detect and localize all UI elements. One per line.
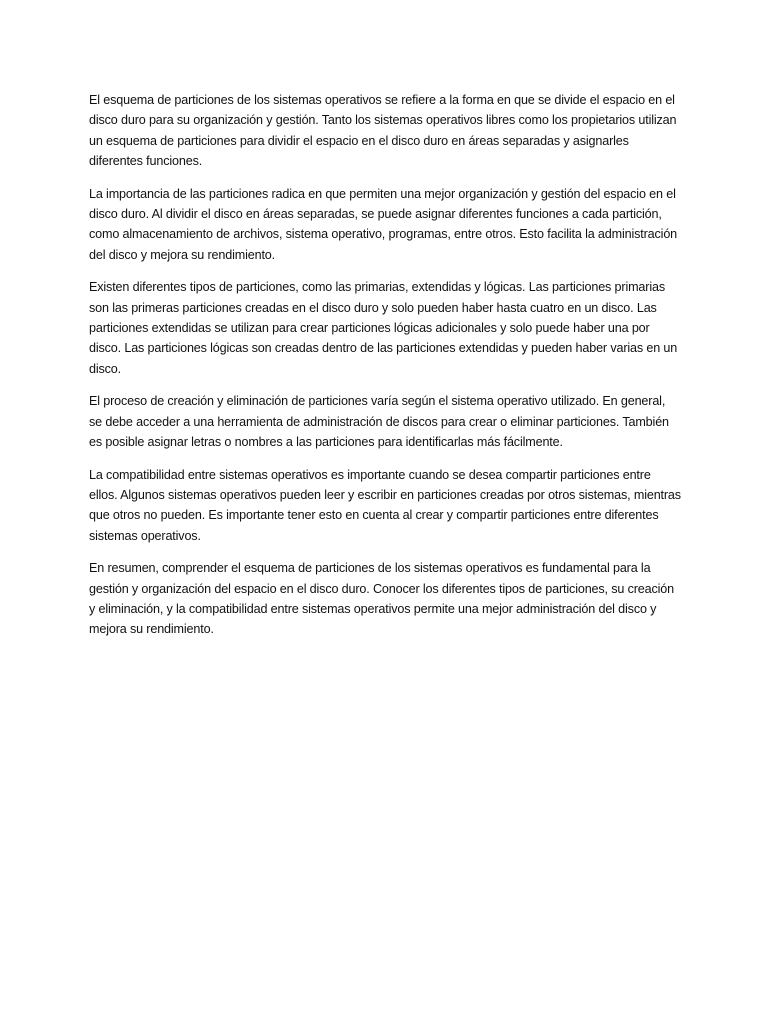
paragraph-importance: La importancia de las particiones radica en que permiten una mejor organización y gestión del espacio en el disco duro. Al dividir el disco en áreas separadas, se puede asignar diferentes funciones a cada partición, como almacenamiento de archivos, sistema operativo, programas, entre otros. Esto facilita la administración del disco y mejora su rendimiento. [89,186,678,262]
paragraph-compatibility: La compatibilidad entre sistemas operativos es importante cuando se desea compartir particiones entre ellos. Algunos sistemas operativos pueden leer y escribir en particiones creadas por otros sistemas, mientras que otros no pueden. Es importante tener esto en cuenta al crear y compartir particiones entre diferentes sistemas operativos. [89,467,681,543]
paragraph-partition-scheme: El esquema de particiones de los sistemas operativos se refiere a la forma en que se divide el espacio en el disco duro para su organización y gestión. Tanto los sistemas operativos libres como los propietarios utilizan un esquema de particiones para dividir el espacio en el disco duro en áreas separadas y asignarles diferentes funciones. [89,93,677,169]
paragraph-partition-types: Existen diferentes tipos de particiones, como las primarias, extendidas y lógicas. Las particiones primarias son las primeras particiones creadas en el disco duro y solo pueden haber hasta cuatro en un disco. Las particiones extendidas se utilizan para crear particiones lógicas adicionales y solo puede haber una por disco. Las particiones lógicas son creadas dentro de las particiones extendidas y pueden haber varias en un disco. [89,280,678,376]
document-body [89,90,681,652]
paragraph-creation-deletion: El proceso de creación y eliminación de particiones varía según el sistema operativo utilizado. En general, se debe acceder a una herramienta de administración de discos para crear o eliminar particiones. También es posible asignar letras o nombres a las particiones para identificarlas más fácilmente. [89,394,669,450]
paragraph-summary: En resumen, comprender el esquema de particiones de los sistemas operativos es fundamental para la gestión y organización del espacio en el disco duro. Conocer los diferentes tipos de particiones, su creación y eliminación, y la compatibilidad entre sistemas operativos permite una mejor administración del disco y mejora su rendimiento. [89,561,675,637]
